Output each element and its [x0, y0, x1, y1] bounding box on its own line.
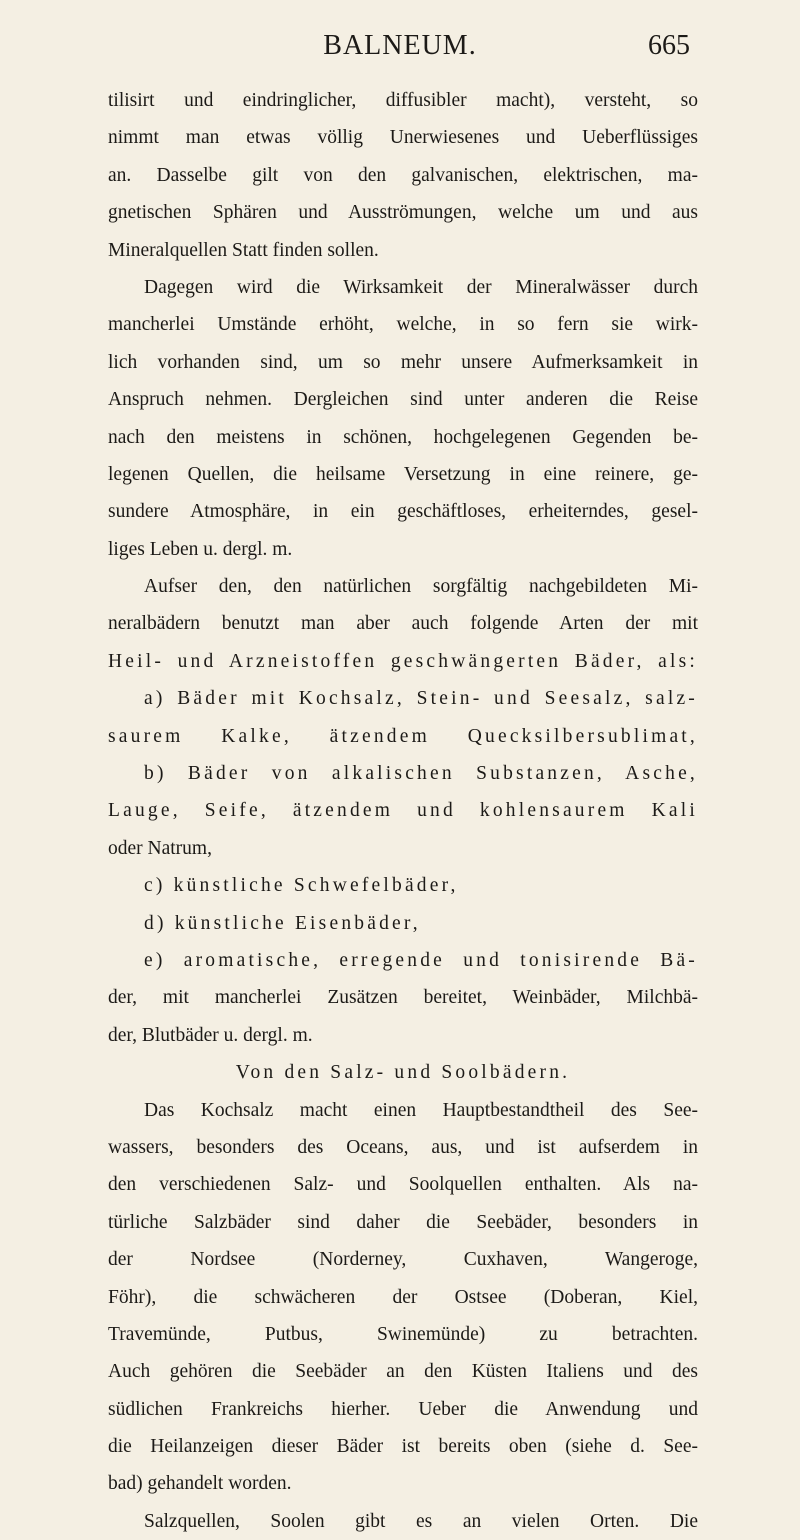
text-line: Föhr), die schwächeren der Ostsee (Doberan, Kiel,	[108, 1286, 698, 1308]
text-line: Von den Salz- und Soolbädern.	[235, 1062, 571, 1084]
text-line: Lauge, Seife, ätzendem und kohlensaurem Kali	[108, 800, 698, 822]
text-line: Aufser den, den natürlichen sorgfältig nachgebildeten Mi-	[144, 576, 698, 598]
text-line: südlichen Frankreichs hierher. Ueber die Anwendung und	[108, 1398, 698, 1420]
text-line: sundere Atmosphäre, in ein geschäftloses, erheiterndes, gesel-	[108, 501, 698, 523]
text-line: lich vorhanden sind, um so mehr unsere Aufmerksamkeit in	[108, 351, 698, 373]
text-line: saurem Kalke, ätzendem Quecksilbersublimat,	[108, 725, 698, 747]
text-line: Salzquellen, Soolen gibt es an vielen Orten. Die	[144, 1510, 698, 1532]
text-line: d) künstliche Eisenbäder,	[144, 912, 421, 934]
text-line: an. Dasselbe gilt von den galvanischen, elektrischen, ma-	[108, 164, 698, 186]
text-line: türliche Salzbäder sind daher die Seebäder, besonders in	[108, 1211, 698, 1233]
text-line: tilisirt und eindringlicher, diffusibler macht), versteht, so	[108, 90, 698, 111]
text-line: der, mit mancherlei Zusätzen bereitet, Weinbäder, Milchbä-	[108, 987, 698, 1009]
text-line: c) künstliche Schwefelbäder,	[144, 875, 459, 897]
text-line: a) Bäder mit Kochsalz, Stein- und Seesalz, salz-	[144, 688, 698, 710]
text-line: mancherlei Umstände erhöht, welche, in so fern sie wirk-	[108, 314, 698, 336]
text-line: neralbädern benutzt man aber auch folgende Arten der mit	[108, 613, 698, 635]
text-line: Travemünde, Putbus, Swinemünde) zu betrachten.	[108, 1323, 698, 1345]
text-line: nimmt man etwas völlig Unerwiesenes und Ueberflüssiges	[108, 127, 698, 149]
text-line: wassers, besonders des Oceans, aus, und ist aufserdem in	[108, 1136, 698, 1158]
text-line: Anspruch nehmen. Dergleichen sind unter anderen die Reise	[108, 389, 698, 411]
text-line: Mineralquellen Statt finden sollen.	[108, 239, 379, 261]
text-line: liges Leben u. dergl. m.	[108, 538, 293, 560]
text-line: legenen Quellen, die heilsame Versetzung in eine reinere, ge-	[108, 463, 698, 485]
running-title: BALNEUM.	[323, 30, 477, 61]
text-line: nach den meistens in schönen, hochgelegenen Gegenden be-	[108, 426, 698, 448]
text-line: die Heilanzeigen dieser Bäder ist bereits oben (siehe d. See-	[108, 1436, 698, 1458]
text-line: den verschiedenen Salz- und Soolquellen enthalten. Als na-	[108, 1174, 698, 1196]
text-line: oder Natrum,	[108, 837, 212, 859]
text-line: Auch gehören die Seebäder an den Küsten Italiens und des	[108, 1361, 698, 1383]
text-line: Dagegen wird die Wirksamkeit der Mineralwässer durch	[144, 276, 698, 298]
text-line: der Nordsee (Norderney, Cuxhaven, Wangeroge,	[108, 1249, 698, 1271]
text-line: e) aromatische, erregende und tonisirende Bä-	[144, 949, 698, 971]
text-line: b) Bäder von alkalischen Substanzen, Asche,	[144, 763, 698, 785]
text-line: der, Blutbäder u. dergl. m.	[108, 1024, 313, 1046]
page-header	[0, 30, 800, 70]
text-line: Das Kochsalz macht einen Hauptbestandtheil des See-	[144, 1099, 698, 1121]
page-number: 665	[648, 30, 690, 61]
text-line: bad) gehandelt worden.	[108, 1473, 292, 1495]
body-text	[108, 82, 698, 1540]
text-line: Heil- und Arzneistoffen geschwängerten Bäder, als:	[108, 650, 698, 672]
text-line: gnetischen Sphären und Ausströmungen, welche um und aus	[108, 202, 698, 224]
